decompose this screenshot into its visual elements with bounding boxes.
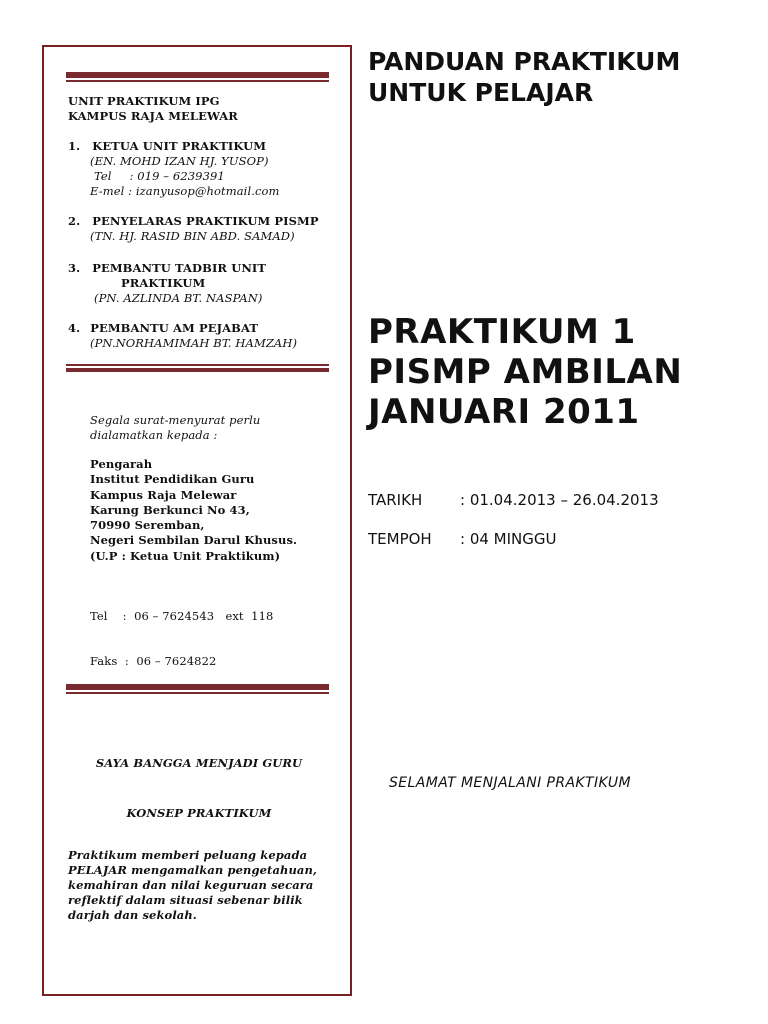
correspondence-line1: Segala surat-menyurat perlu — [90, 413, 261, 427]
item1-email: E-mel : izanyusop@hotmail.com — [90, 184, 280, 198]
divider-bottom — [66, 684, 329, 694]
duration-row — [368, 530, 557, 548]
correspondence-line2: dialamatkan kepada : — [90, 428, 218, 442]
item1-tel-value: : 019 – 6239391 — [129, 169, 225, 183]
unit-line2: KAMPUS RAJA MELEWAR — [68, 109, 238, 123]
date-label: TARIKH — [368, 491, 423, 509]
contact-item-4 — [68, 321, 297, 351]
program-title — [368, 312, 682, 432]
farewell-message: SELAMAT MENJALANI PRAKTIKUM — [389, 775, 631, 791]
office-fax: Faks : 06 – 7624822 — [90, 654, 217, 668]
address-line: Negeri Sembilan Darul Khusus. — [90, 533, 298, 548]
address-line: Karung Berkunci No 43, — [90, 502, 250, 517]
item3-title-line1: PEMBANTU TADBIR UNIT — [92, 261, 267, 275]
duration-value: : 04 MINGGU — [460, 530, 557, 548]
concept-line: reflektif dalam situasi sebenar bilik — [68, 893, 303, 907]
address-line: (U.P : Ketua Unit Praktikum) — [90, 548, 281, 563]
address-line: Institut Pendidikan Guru — [90, 472, 255, 487]
address-line: Kampus Raja Melewar — [90, 487, 237, 502]
item2-title: PENYELARAS PRAKTIKUM PISMP — [92, 214, 319, 228]
guide-heading — [368, 46, 680, 108]
item4-number: 4. — [68, 321, 81, 335]
contact-item-1 — [68, 139, 280, 199]
divider-top — [66, 72, 329, 82]
concept-line: PELAJAR mengamalkan pengetahuan, — [68, 863, 318, 877]
item4-name: (PN.NORHAMIMAH BT. HAMZAH) — [90, 336, 298, 350]
date-value: : 01.04.2013 – 26.04.2013 — [460, 491, 659, 509]
item3-number: 3. — [68, 261, 81, 275]
duration-label: TEMPOH — [368, 530, 432, 548]
concept-text — [68, 848, 317, 923]
program-title-line2: PISMP AMBILAN — [368, 352, 683, 392]
item3-name: (PN. AZLINDA BT. NASPAN) — [94, 291, 263, 305]
correspondence-note — [90, 413, 260, 443]
item2-name: (TN. HJ. RASID BIN ABD. SAMAD) — [90, 229, 295, 243]
address-line: 70990 Seremban, — [90, 518, 205, 533]
guide-heading-line1: PANDUAN PRAKTIKUM — [368, 47, 681, 76]
concept-heading: KONSEP PRAKTIKUM — [126, 806, 272, 820]
unit-line1: UNIT PRAKTIKUM IPG — [68, 94, 220, 108]
divider-mid — [66, 362, 329, 372]
program-title-line1: PRAKTIKUM 1 — [368, 312, 636, 352]
slogan: SAYA BANGGA MENJADI GURU — [95, 756, 303, 770]
contact-item-2 — [68, 214, 319, 244]
concept-line: kemahiran dan nilai keguruan secara — [68, 878, 314, 892]
unit-header — [68, 94, 238, 124]
item1-number: 1. — [68, 139, 81, 153]
office-contact — [90, 579, 273, 684]
date-row — [368, 491, 659, 509]
concept-line: Praktikum memberi peluang kepada — [68, 848, 308, 862]
item4-title: PEMBANTU AM PEJABAT — [90, 321, 259, 335]
item1-name: (EN. MOHD IZAN HJ. YUSOP) — [90, 154, 269, 168]
item1-title: KETUA UNIT PRAKTIKUM — [92, 139, 267, 153]
office-tel: Tel : 06 – 7624543 ext 118 — [90, 609, 274, 623]
address-line: Pengarah — [90, 457, 153, 471]
item3-title-line2: PRAKTIKUM — [121, 276, 206, 290]
program-title-line3: JANUARI 2011 — [368, 392, 640, 432]
guide-heading-line2: UNTUK PELAJAR — [368, 78, 594, 107]
item2-number: 2. — [68, 214, 81, 228]
mailing-address — [90, 457, 297, 564]
concept-line: darjah dan sekolah. — [68, 908, 197, 922]
item1-tel-label: Tel — [94, 169, 112, 183]
contact-item-3 — [68, 261, 266, 306]
